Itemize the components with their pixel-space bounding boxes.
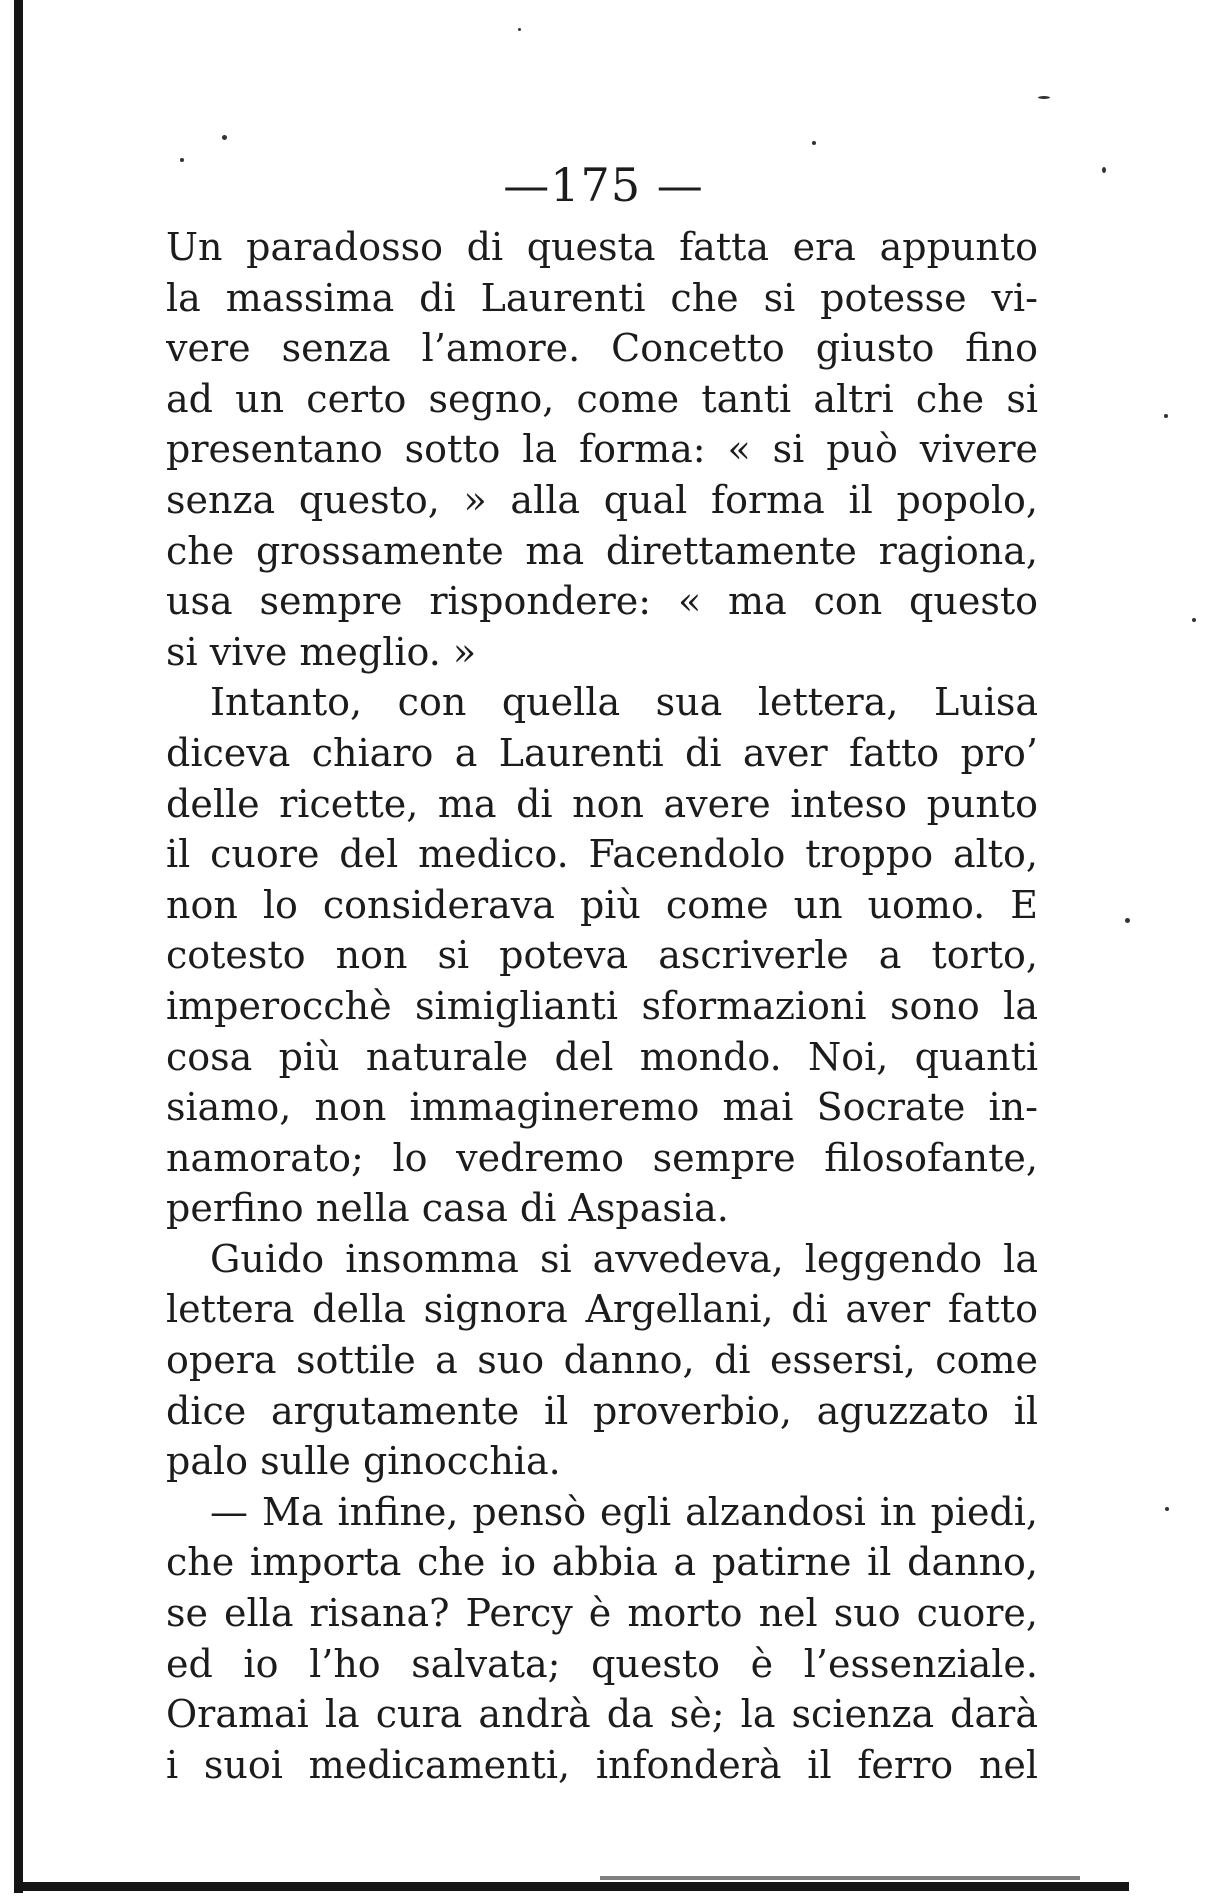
text-line: il cuore del medico. Facendolo troppo alto, — [166, 832, 1038, 877]
page-number: —175 — — [503, 158, 704, 212]
text-line: senza questo, » alla qual forma il popolo, — [166, 477, 1038, 522]
scan-speck — [518, 28, 521, 31]
paragraph — [166, 1234, 1038, 1487]
text-line: i suoi medicamenti, infonderà il ferro nel — [166, 1742, 1038, 1787]
text-line: se ella risana? Percy è morto nel suo cuore, — [166, 1591, 1038, 1636]
text-line: perfino nella casa di Aspasia. — [166, 1186, 729, 1231]
scan-speck — [812, 141, 816, 145]
scan-speck — [1165, 1507, 1169, 1511]
text-line: non lo considerava più come un uomo. E — [166, 882, 1038, 927]
paragraph — [166, 677, 1038, 1234]
text-line: Intanto, con quella sua lettera, Luisa — [210, 680, 1038, 725]
text-line: lettera della signora Argellani, di aver fatto — [166, 1287, 1038, 1332]
scan-speck — [1125, 918, 1130, 923]
scan-speck — [222, 135, 227, 140]
text-line: presentano sotto la forma: « si può vivere — [166, 427, 1038, 472]
body-text — [166, 222, 1038, 1790]
text-line: che importa che io abbia a patirne il danno, — [166, 1540, 1038, 1585]
text-line: dice argutamente il proverbio, aguzzato il — [166, 1388, 1038, 1433]
text-line: diceva chiaro a Laurenti di aver fatto pro’ — [166, 730, 1038, 775]
text-line: Un paradosso di questa fatta era appunto — [166, 225, 1038, 269]
text-line: Oramai la cura andrà da sè; la scienza darà — [166, 1692, 1038, 1737]
text-line: — Ma infine, pensò egli alzandosi in piedi, — [210, 1489, 1038, 1534]
text-line: usa sempre rispondere: « ma con questo — [166, 579, 1038, 624]
text-line: palo sulle ginocchia. — [166, 1439, 561, 1484]
text-line: cosa più naturale del mondo. Noi, quanti — [166, 1034, 1038, 1079]
text-line: ed io l’ho salvata; questo è l’essenziale. — [166, 1641, 1038, 1686]
text-line: namorato; lo vedremo sempre filosofante, — [166, 1135, 1038, 1180]
paragraph — [166, 222, 1038, 677]
scan-left-border — [14, 0, 23, 1893]
text-line: la massima di Laurenti che si potesse vi- — [166, 275, 1038, 320]
scan-speck — [1192, 618, 1196, 622]
scan-bottom-smudge — [600, 1876, 1080, 1880]
text-line: vere senza l’amore. Concetto giusto fino — [166, 326, 1038, 371]
text-line: imperocchè simiglianti sformazioni sono la — [166, 983, 1038, 1028]
text-line: siamo, non immagineremo mai Socrate in- — [166, 1085, 1038, 1130]
text-line: si vive meglio. » — [166, 629, 477, 674]
text-line: cotesto non si poteva ascriverle a torto, — [166, 933, 1038, 978]
scan-speck — [1038, 96, 1050, 99]
scan-bottom-border — [14, 1882, 1129, 1891]
text-line: che grossamente ma direttamente ragiona, — [166, 528, 1038, 573]
text-line: ad un certo segno, come tanti altri che si — [166, 376, 1038, 421]
text-line: opera sottile a suo danno, di essersi, come — [166, 1338, 1038, 1383]
scan-speck — [1164, 414, 1168, 418]
text-line: delle ricette, ma di non avere inteso punto — [166, 781, 1038, 826]
paragraph — [166, 1487, 1038, 1791]
text-line: Guido insomma si avvedeva, leggendo la — [210, 1236, 1038, 1281]
